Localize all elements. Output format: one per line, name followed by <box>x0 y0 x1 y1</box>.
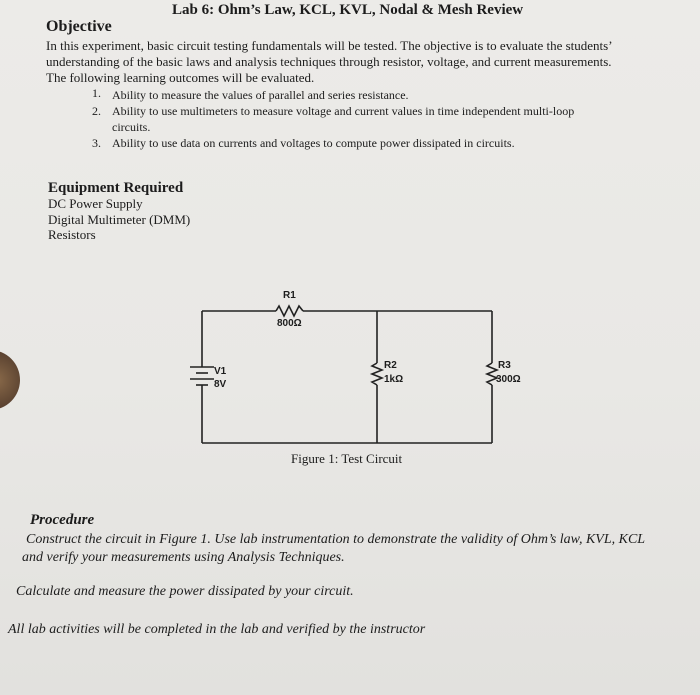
outcome-3-num: 3. <box>92 136 101 150</box>
procedure-line-2: and verify your measurements using Analysis Techniques. <box>22 550 345 565</box>
r1-resistor-symbol <box>276 306 303 316</box>
outcome-1-text: Ability to measure the values of parallel and series resistance. <box>112 88 409 102</box>
r3-label: R3 <box>498 360 511 371</box>
procedure-line-4: All lab activities will be completed in the lab and verified by the instructor <box>8 622 426 637</box>
thumb-shadow <box>0 350 20 410</box>
outcome-2-text: Ability to use multimeters to measure voltage and current values in time independent multi-loop <box>112 104 575 118</box>
equipment-item-1: DC Power Supply <box>48 196 143 211</box>
procedure-line-3: Calculate and measure the power dissipated by your circuit. <box>16 584 354 599</box>
equipment-heading: Equipment Required <box>48 180 184 196</box>
procedure-heading: Procedure <box>30 512 95 528</box>
r2-value: 1kΩ <box>384 374 404 385</box>
objective-line-1: In this experiment, basic circuit testing fundamentals will be tested. The objective is to evaluate the students’ <box>46 38 613 53</box>
procedure-line-1: Construct the circuit in Figure 1. Use lab instrumentation to demonstrate the validity of Ohm’s law, KVL, KCL <box>26 532 646 547</box>
equipment-item-2: Digital Multimeter (DMM) <box>48 212 191 227</box>
v1-label: V1 <box>214 366 227 377</box>
page-title: Lab 6: Ohm’s Law, KCL, KVL, Nodal & Mesh Review <box>172 2 524 18</box>
r2-resistor-symbol <box>372 363 382 385</box>
outcome-3-text: Ability to use data on currents and voltages to compute power dissipated in circuits. <box>112 136 515 150</box>
r3-value: 300Ω <box>496 374 521 385</box>
r1-label: R1 <box>283 290 296 301</box>
figure-caption: Figure 1: Test Circuit <box>291 451 403 466</box>
outcome-2-num: 2. <box>92 104 101 118</box>
test-circuit-diagram <box>190 285 510 470</box>
objective-heading: Objective <box>46 18 112 35</box>
v1-value: 8V <box>214 379 227 390</box>
objective-line-2: understanding of the basic laws and analysis techniques through resistor, voltage, and current measurements. <box>46 54 612 69</box>
outcome-2-cont: circuits. <box>112 120 151 134</box>
r2-label: R2 <box>384 360 397 371</box>
objective-line-3: The following learning outcomes will be evaluated. <box>46 70 315 85</box>
r1-value: 800Ω <box>277 318 302 329</box>
equipment-item-3: Resistors <box>48 227 96 242</box>
outcome-1-num: 1. <box>92 86 101 100</box>
v1-battery-symbol <box>190 365 214 395</box>
